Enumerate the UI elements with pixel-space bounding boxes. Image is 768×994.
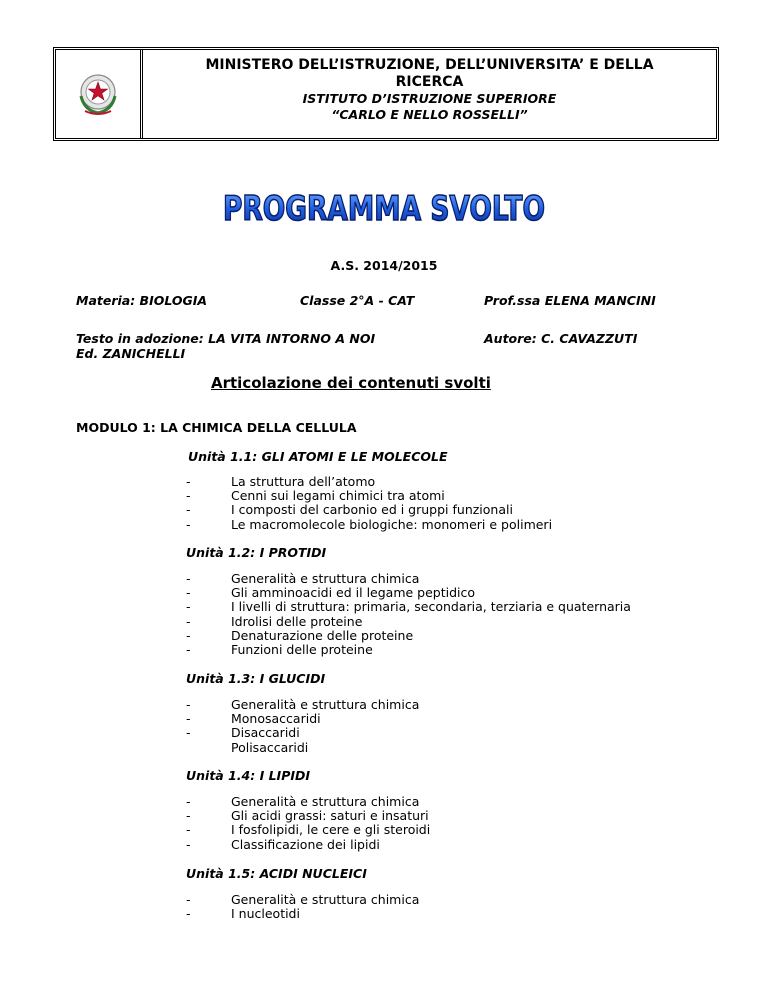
list-item: - Monosaccaridi bbox=[186, 712, 419, 726]
textbook: Testo in adozione: LA VITA INTORNO A NOI bbox=[76, 331, 376, 346]
list-item: - Disaccaridi bbox=[186, 726, 419, 740]
section-title: Articolazione dei contenuti svolti bbox=[211, 374, 491, 392]
school-year: A.S. 2014/2015 bbox=[330, 258, 438, 273]
unit-list-1-4 bbox=[186, 795, 430, 852]
unit-title-1-4: Unità 1.4: I LIPIDI bbox=[186, 768, 311, 783]
list-item: - I composti del carbonio ed i gruppi funzionali bbox=[186, 503, 552, 517]
unit-list-1-3 bbox=[186, 698, 419, 755]
list-item: - I fosfolipidi, le cere e gli steroidi bbox=[186, 823, 430, 837]
banner-title-text: PROGRAMMA SVOLTO bbox=[223, 189, 545, 229]
list-item: - Generalità e struttura chimica bbox=[186, 893, 419, 907]
list-item: - Classificazione dei lipidi bbox=[186, 838, 430, 852]
unit-title-1-5: Unità 1.5: ACIDI NUCLEICI bbox=[186, 866, 367, 881]
list-item: - Funzioni delle proteine bbox=[186, 643, 631, 657]
unit-list-1-2 bbox=[186, 572, 631, 657]
unit-list-1-5 bbox=[186, 893, 419, 921]
ministry-line-2: RICERCA bbox=[395, 74, 464, 90]
unit-title-1-2: Unità 1.2: I PROTIDI bbox=[186, 545, 327, 560]
module-title: MODULO 1: LA CHIMICA DELLA CELLULA bbox=[76, 420, 357, 435]
banner-title-wrapper bbox=[0, 182, 768, 232]
list-item: - Idrolisi delle proteine bbox=[186, 615, 631, 629]
header-text bbox=[143, 50, 716, 138]
list-item: - I livelli di struttura: primaria, secondaria, terziaria e quaternaria bbox=[186, 600, 631, 614]
unit-list-1-1 bbox=[186, 475, 552, 532]
class: Classe 2°A - CAT bbox=[300, 293, 415, 308]
unit-title-1-1: Unità 1.1: GLI ATOMI E LE MOLECOLE bbox=[188, 449, 448, 464]
unit-title-1-3: Unità 1.3: I GLUCIDI bbox=[186, 671, 326, 686]
list-item: - Gli amminoacidi ed il legame peptidico bbox=[186, 586, 631, 600]
list-item: - Generalità e struttura chimica bbox=[186, 572, 631, 586]
institute-line-2: “CARLO E NELLO ROSSELLI” bbox=[331, 107, 528, 122]
italian-republic-emblem-icon bbox=[76, 70, 120, 118]
list-item: - Le macromolecole biologiche: monomeri e polimeri bbox=[186, 518, 552, 532]
institute-line-1: ISTITUTO D’ISTRUZIONE SUPERIORE bbox=[302, 91, 557, 106]
list-item: - Cenni sui legami chimici tra atomi bbox=[186, 489, 552, 503]
list-item: - Generalità e struttura chimica bbox=[186, 795, 430, 809]
list-item: Polisaccaridi bbox=[231, 739, 309, 755]
author: Autore: C. CAVAZZUTI bbox=[484, 331, 638, 346]
ministry-line-1: MINISTERO DELL’ISTRUZIONE, DELL’UNIVERSITA’ E DELLA bbox=[205, 57, 654, 73]
subject: Materia: BIOLOGIA bbox=[76, 293, 208, 308]
list-item: - Denaturazione delle proteine bbox=[186, 629, 631, 643]
list-item: - La struttura dell’atomo bbox=[186, 475, 552, 489]
publisher: Ed. ZANICHELLI bbox=[76, 346, 186, 361]
list-item: - Gli acidi grassi: saturi e insaturi bbox=[186, 809, 430, 823]
list-item: - I nucleotidi bbox=[186, 907, 419, 921]
header-box bbox=[53, 47, 719, 141]
banner-title bbox=[214, 182, 554, 228]
list-item: - Generalità e struttura chimica bbox=[186, 698, 419, 712]
teacher: Prof.ssa ELENA MANCINI bbox=[484, 293, 656, 308]
emblem-cell bbox=[56, 50, 143, 138]
